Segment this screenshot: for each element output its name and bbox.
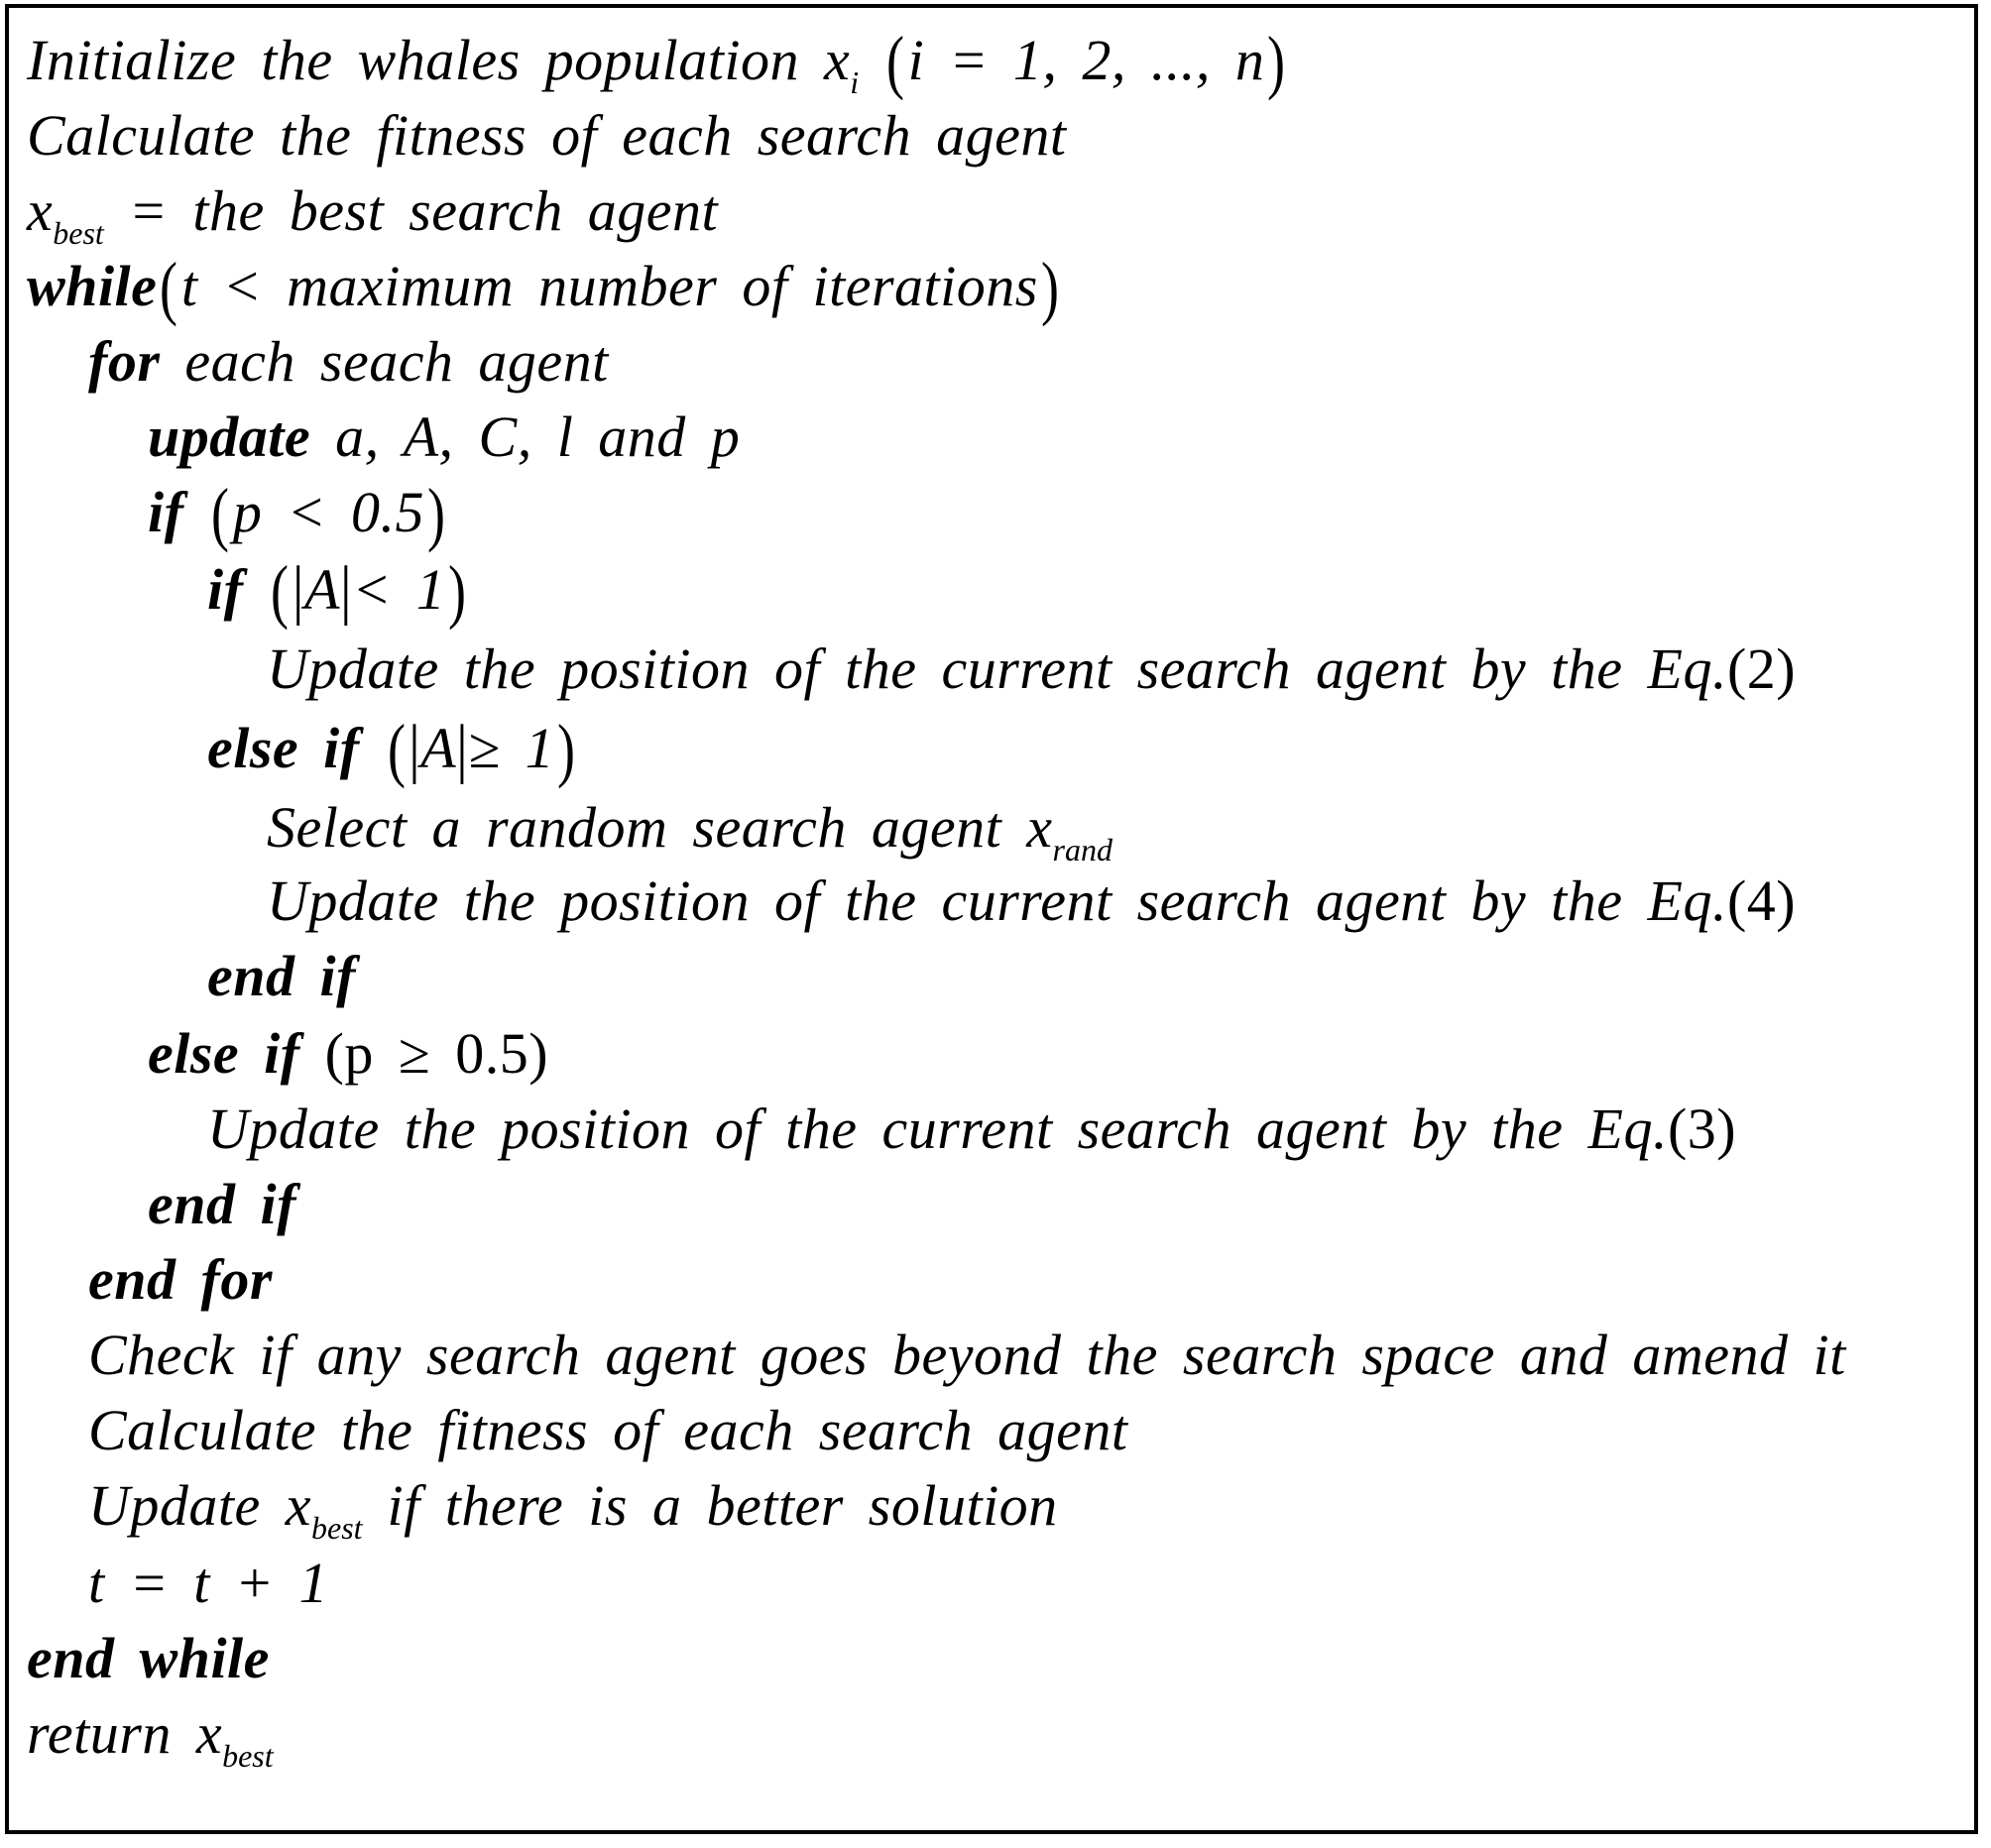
algorithm-box [5, 4, 1978, 1834]
line-if-p: if (p < 0.5) [148, 474, 446, 553]
line-check-bounds: Check if any search agent goes beyond the search space and amend it [88, 1323, 1846, 1387]
line-else-if-p: else if (p ≥ 0.5) [148, 1021, 549, 1086]
line-end-if-outer: end if [148, 1172, 296, 1236]
line-else-if-a: else if (|A|≥ 1) [207, 710, 576, 789]
line-update-eq2: Update the position of the current search agent by the Eq.(2) [267, 636, 1797, 701]
line-update-eq3: Update the position of the current search agent by the Eq.(3) [207, 1097, 1737, 1161]
line-if-a: if (|A|< 1) [207, 551, 467, 631]
line-increment-t: t = t + 1 [88, 1551, 329, 1615]
line-calc-fitness: Calculate the fitness of each search agent [27, 103, 1067, 168]
line-initialize: Initialize the whales population $x_i$ (i = 1, 2, ..., n) [27, 22, 1286, 101]
line-select-random: Select a random search agent $x_{rand}$ [267, 795, 1113, 867]
line-end-for: end for [88, 1247, 273, 1312]
line-while: while(t < maximum number of iterations) [27, 248, 1060, 327]
line-update-eq4: Update the position of the current search agent by the Eq.(4) [267, 868, 1797, 933]
line-end-if-inner: end if [207, 944, 356, 1008]
line-for: for each seach agent [88, 329, 609, 394]
line-calc-fitness-2: Calculate the fitness of each search agent [88, 1398, 1128, 1462]
line-update-params: update a, A, C, l and p [148, 404, 741, 469]
line-end-while: end while [27, 1626, 270, 1690]
line-xbest: $x_{best}$ = the best search agent [27, 178, 719, 251]
line-update-xbest: Update $x_{best}$ if there is a better solution [88, 1473, 1058, 1546]
line-return: return $x_{best}$ [27, 1701, 274, 1774]
